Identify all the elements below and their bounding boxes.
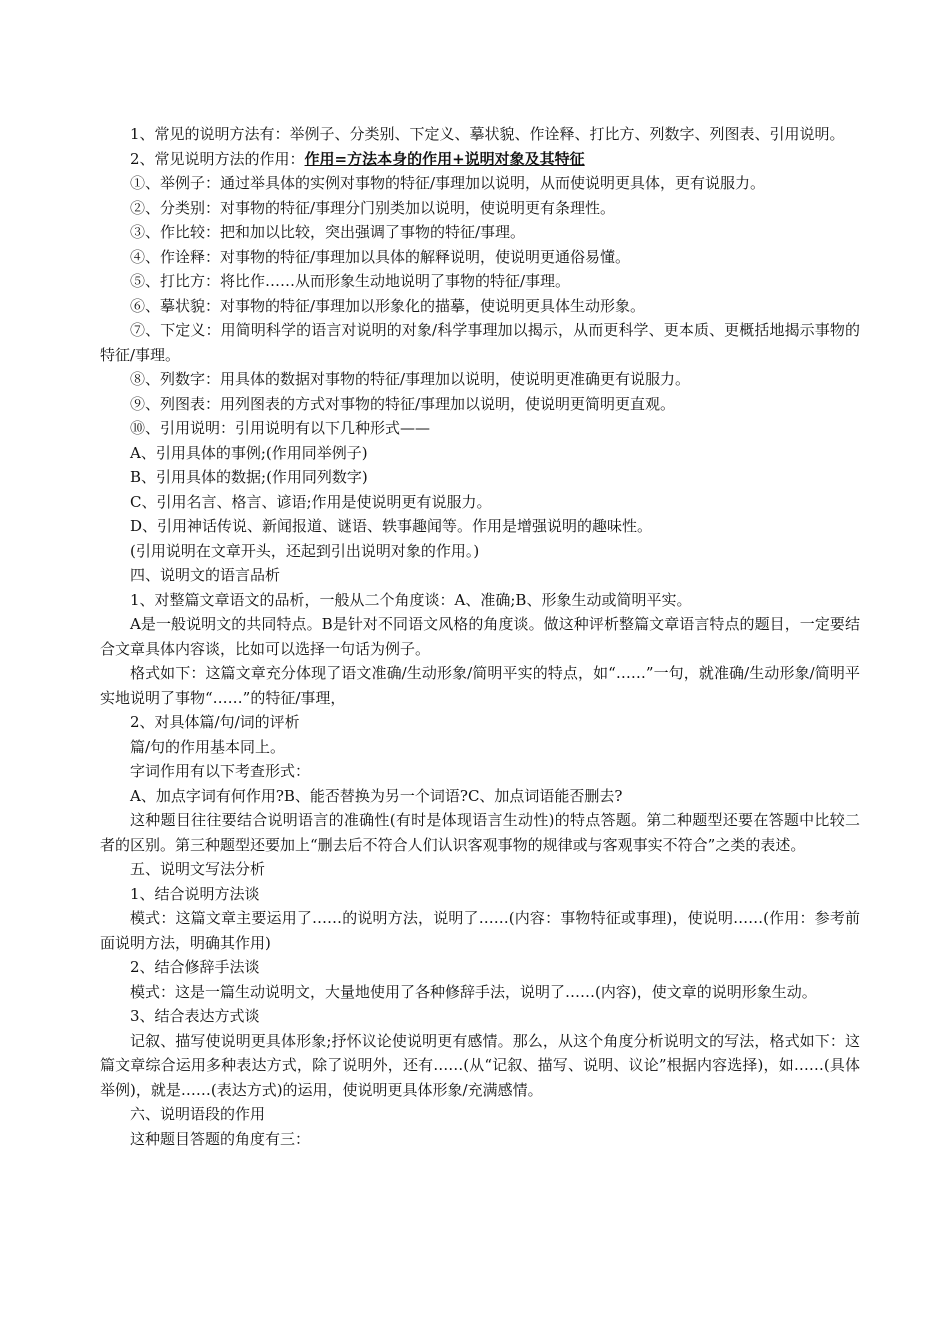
document-body bbox=[100, 122, 860, 1151]
paragraph: A是一般说明文的共同特点。B是针对不同语文风格的角度谈。做这种评析整篇文章语言特点的题目，一定要结合文章具体内容谈，比如可以选择一句话为例子。 bbox=[100, 615, 860, 658]
paragraph-label: 2、常见说明方法的作用： bbox=[130, 149, 305, 168]
emphasis-formula: 作用=方法本身的作用+说明对象及其特征 bbox=[304, 149, 585, 168]
paragraph: 篇/句的作用基本同上。 bbox=[130, 737, 286, 756]
paragraph: A、加点字词有何作用?B、能否替换为另一个词语?C、加点词语能否删去? bbox=[130, 786, 623, 805]
paragraph: D、引用神话传说、新闻报道、谜语、轶事趣闻等。作用是增强说明的趣味性。 bbox=[130, 517, 653, 535]
paragraph: ⑧、列数字：用具体的数据对事物的特征/事理加以说明，使说明更准确更有说服力。 bbox=[130, 370, 691, 388]
paragraph: 1、结合说明方法谈 bbox=[130, 884, 260, 903]
paragraph: 六、说明语段的作用 bbox=[130, 1105, 266, 1123]
paragraph: 模式：这篇文章主要运用了……的说明方法，说明了……(内容：事物特征或事理)，使说明……(作用：参考前面说明方法，明确其作用) bbox=[100, 909, 860, 952]
paragraph: 四、说明文的语言品析 bbox=[130, 566, 281, 584]
paragraph bbox=[100, 147, 860, 172]
paragraph: B、引用具体的数据;(作用同列数字) bbox=[130, 468, 368, 486]
paragraph: ⑥、摹状貌：对事物的特征/事理加以形象化的描摹，使说明更具体生动形象。 bbox=[130, 296, 646, 315]
paragraph: (引用说明在文章开头，还起到引出说明对象的作用。) bbox=[130, 541, 480, 560]
paragraph: 字词作用有以下考查形式： bbox=[130, 762, 311, 780]
paragraph: 1、对整篇文章语文的品析，一般从二个角度谈：A、准确;B、形象生动或简明平实。 bbox=[130, 590, 692, 609]
paragraph: ⑨、列图表：用列图表的方式对事物的特征/事理加以说明，使说明更简明更直观。 bbox=[130, 394, 676, 413]
paragraph: ⑩、引用说明：引用说明有以下几种形式—— bbox=[130, 419, 431, 437]
paragraph: 模式：这是一篇生动说明文，大量地使用了各种修辞手法，说明了……(内容)，使文章的说明形象生动。 bbox=[130, 982, 817, 1001]
paragraph: 格式如下：这篇文章充分体现了语文准确/生动形象/简明平实的特点，如“……”一句，就准确/生动形象/简明平实地说明了事物“……”的特征/事理， bbox=[100, 664, 860, 707]
paragraph: ⑤、打比方：将比作……从而形象生动地说明了事物的特征/事理。 bbox=[130, 272, 571, 290]
paragraph: 记叙、描写使说明更具体形象;抒怀议论使说明更有感情。那么，从这个角度分析说明文的写法，格式如下：这篇文章综合运用多种表达方式，除了说明外，还有……(从“记叙、描写、说明、议论”根据内容选择)，如……(具体举例)，就是……(表达方式)的运用，使说明更具体形象/充满感情。 bbox=[100, 1031, 860, 1099]
paragraph: 3、结合表达方式谈 bbox=[130, 1007, 260, 1025]
paragraph: ③、作比较：把和加以比较，突出强调了事物的特征/事理。 bbox=[130, 223, 526, 241]
paragraph: C、引用名言、格言、谚语;作用是使说明更有说服力。 bbox=[130, 492, 492, 511]
paragraph: 这种题目答题的角度有三： bbox=[130, 1129, 311, 1148]
paragraph: 2、对具体篇/句/词的评析 bbox=[130, 713, 300, 731]
paragraph: ①、举例子：通过举具体的实例对事物的特征/事理加以说明，从而使说明更具体，更有说服力。 bbox=[130, 174, 766, 192]
paragraph: 五、说明文写法分析 bbox=[130, 860, 266, 878]
paragraph: ⑦、下定义：用简明科学的语言对说明的对象/科学事理加以揭示，从而更科学、更本质、更概括地揭示事物的特征/事理。 bbox=[100, 321, 860, 364]
paragraph: ②、分类别：对事物的特征/事理分门别类加以说明，使说明更有条理性。 bbox=[130, 198, 616, 217]
paragraph: 2、结合修辞手法谈 bbox=[130, 958, 260, 976]
paragraph: ④、作诠释：对事物的特征/事理加以具体的解释说明，使说明更通俗易懂。 bbox=[130, 247, 631, 266]
paragraph: A、引用具体的事例;(作用同举例子) bbox=[130, 443, 368, 462]
paragraph: 1、常见的说明方法有：举例子、分类别、下定义、摹状貌、作诠释、打比方、列数字、列图表、引用说明。 bbox=[130, 125, 845, 143]
paragraph: 这种题目往往要结合说明语言的准确性(有时是体现语言生动性)的特点答题。第二种题型还要在答题中比较二者的区别。第三种题型还要加上“删去后不符合人们认识客观事物的规律或与客观事实不符合”之类的表述。 bbox=[100, 811, 860, 854]
